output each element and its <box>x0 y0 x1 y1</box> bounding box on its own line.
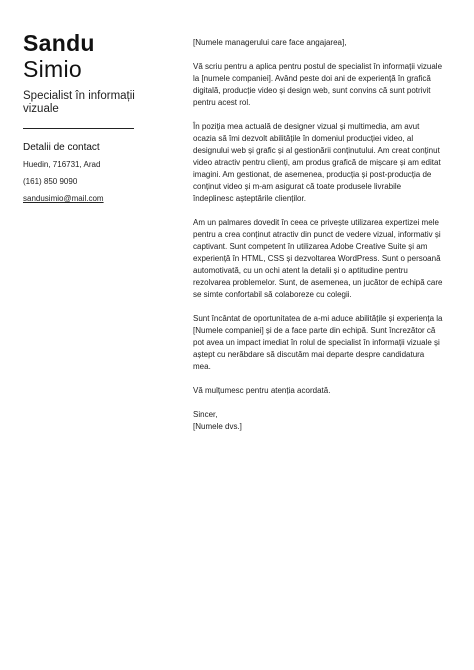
divider <box>23 128 134 129</box>
contact-phone: (161) 850 9090 <box>23 177 78 186</box>
paragraph-skills: Am un palmares dovedit în ceea ce privește utilizarea expertizei mele pentru a crea conținut atractiv din punct de vedere vizual, informativ și captivant. Sunt competent în utilizarea Adobe Creative Suite și am experiență în HTML, CSS și dezvoltarea WordPress. Sunt o persoană automotivată, cu un ochi atent la detalii și o aptitudine pentru rezolvarea problemelor. Sunt, de asemenea, un jucător de echipă care se simte confortabil să colaboreze cu colegii. <box>193 218 443 299</box>
paragraph-thanks: Vă mulțumesc pentru atenția acordată. <box>193 386 331 395</box>
contact-address: Huedin, 716731, Arad <box>23 160 101 169</box>
paragraph-motivation: Sunt încântat de oportunitatea de a-mi aduce abilitățile și experiența la [Numele companiei] și de a face parte din echipă. Sunt încrezător că pot avea un impact imediat în rolul de specialist în informații vizuale și aștept cu nerăbdare să discutăm mai departe despre candidatura mea. <box>193 314 443 371</box>
closing: Sincer, <box>193 410 218 419</box>
contact-email-link[interactable]: sandusimio@mail.com <box>23 194 104 203</box>
letter-body <box>193 37 443 433</box>
sidebar <box>23 30 138 204</box>
paragraph-intro: Vă scriu pentru a aplica pentru postul de specialist în informații vizuale la [numele companiei]. Având peste doi ani de experiență în grafică digitală, producție video și design web, sunt convins că sunt potrivit pentru acest rol. <box>193 62 443 107</box>
paragraph-current-role: În poziția mea actuală de designer vizual și multimedia, am avut ocazia să îmi dezvolt abilitățile în domeniul producției video, al designului web și grafic și al gestionării conținutului. Am creat conținut video atractiv pentru clienți, am produs grafică de mișcare și am editat imagini. Am gestionat, de asemenea, producția și post-producția de conținut video și m-am asigurat că toate produsele livrabile îndeplinesc așteptările clienților. <box>193 122 441 203</box>
salutation: [Numele managerului care face angajarea], <box>193 38 347 47</box>
signature: [Numele dvs.] <box>193 422 242 431</box>
job-title: Specialist în informații vizuale <box>23 90 135 115</box>
last-name: Simio <box>23 56 83 82</box>
contact-heading: Detalii de contact <box>23 142 100 153</box>
first-name: Sandu <box>23 30 95 56</box>
